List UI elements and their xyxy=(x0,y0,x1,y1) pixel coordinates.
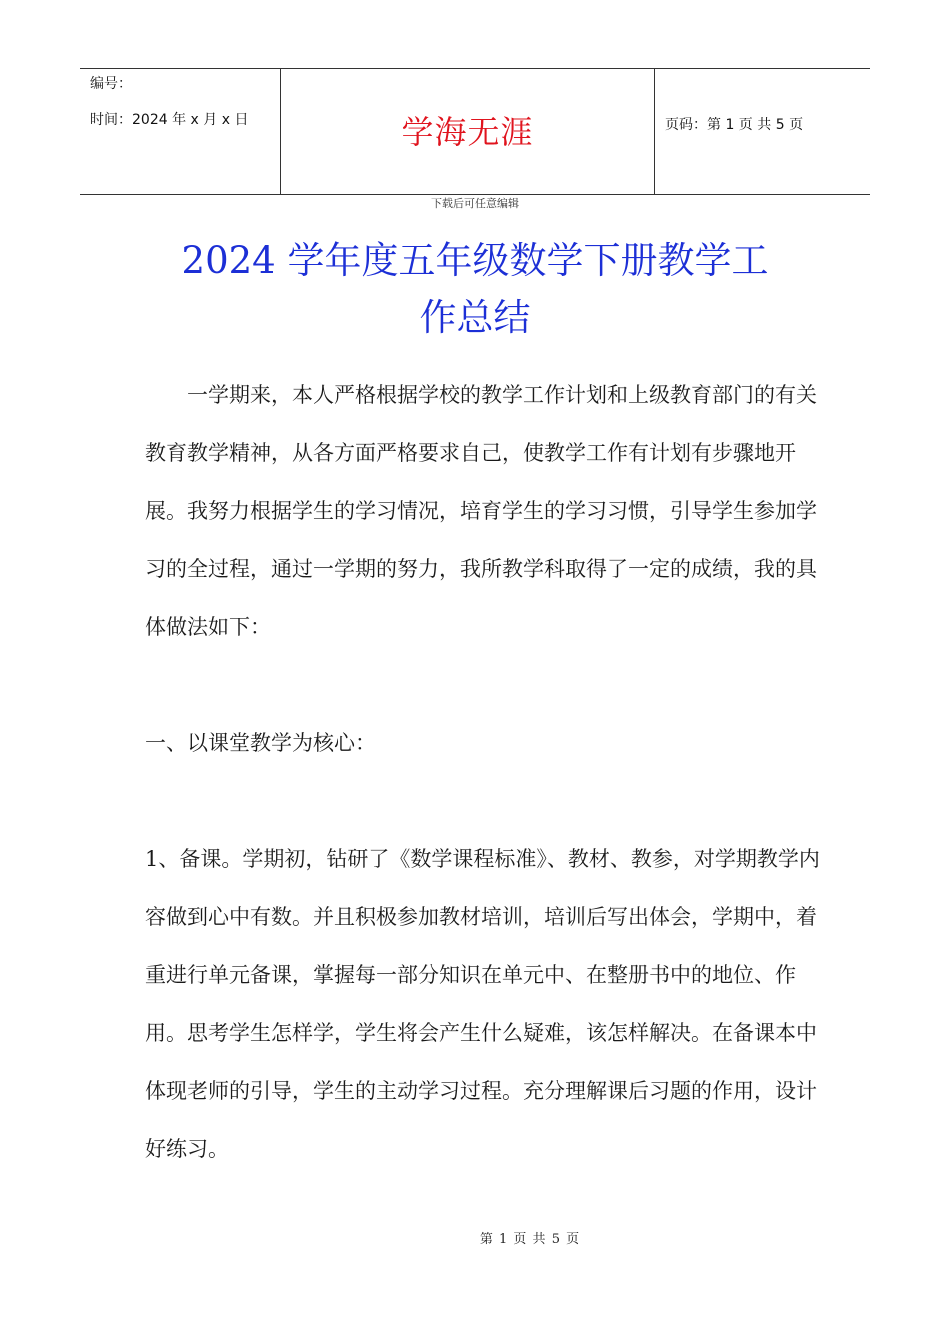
serial-number-label: 编号： xyxy=(90,76,132,92)
paragraph-gap xyxy=(145,656,825,714)
header-left-cell xyxy=(80,69,281,194)
brand-logo-text: 学海无涯 xyxy=(401,113,534,151)
section-heading: 一、以课堂教学为核心： xyxy=(145,731,376,755)
header-brand-cell xyxy=(281,69,655,194)
date-label: 时间：2024 年 x 月 x 日 xyxy=(90,112,249,128)
edit-note: 下载后可任意编辑 xyxy=(431,197,519,210)
document-title xyxy=(140,232,810,346)
paragraph-gap xyxy=(145,772,825,830)
header-right-cell xyxy=(655,69,870,194)
item-paragraph: 1、备课。学期初，钻研了《数学课程标准》、教材、教参，对学期教学内容做到心中有数。并且积极参加教材培训，培训后写出体会，学期中，着重进行单元备课，掌握每一部分知识在单元中、在整册书中的地位、作用。思考学生怎样学，学生将会产生什么疑难，该怎样解决。在备课本中体现老师的引导，学生的主动学习过程。充分理解课后习题的作用，设计好练习。 xyxy=(145,847,820,1161)
document-body xyxy=(145,366,825,1178)
page-info-label: 页码：第 1 页 共 5 页 xyxy=(665,117,804,133)
title-line-1: 2024 学年度五年级数学下册教学工 xyxy=(181,239,769,282)
document-header-table xyxy=(80,68,870,195)
page-footer: 第 1 页 共 5 页 xyxy=(479,1232,581,1247)
intro-paragraph: 一学期来，本人严格根据学校的教学工作计划和上级教育部门的有关教育教学精神，从各方面严格要求自己，使教学工作有计划有步骤地开展。我努力根据学生的学习情况，培育学生的学习习惯，引导学生参加学习的全过程，通过一学期的努力，我所教学科取得了一定的成绩，我的具体做法如下： xyxy=(145,383,817,639)
title-line-2: 作总结 xyxy=(419,296,531,339)
